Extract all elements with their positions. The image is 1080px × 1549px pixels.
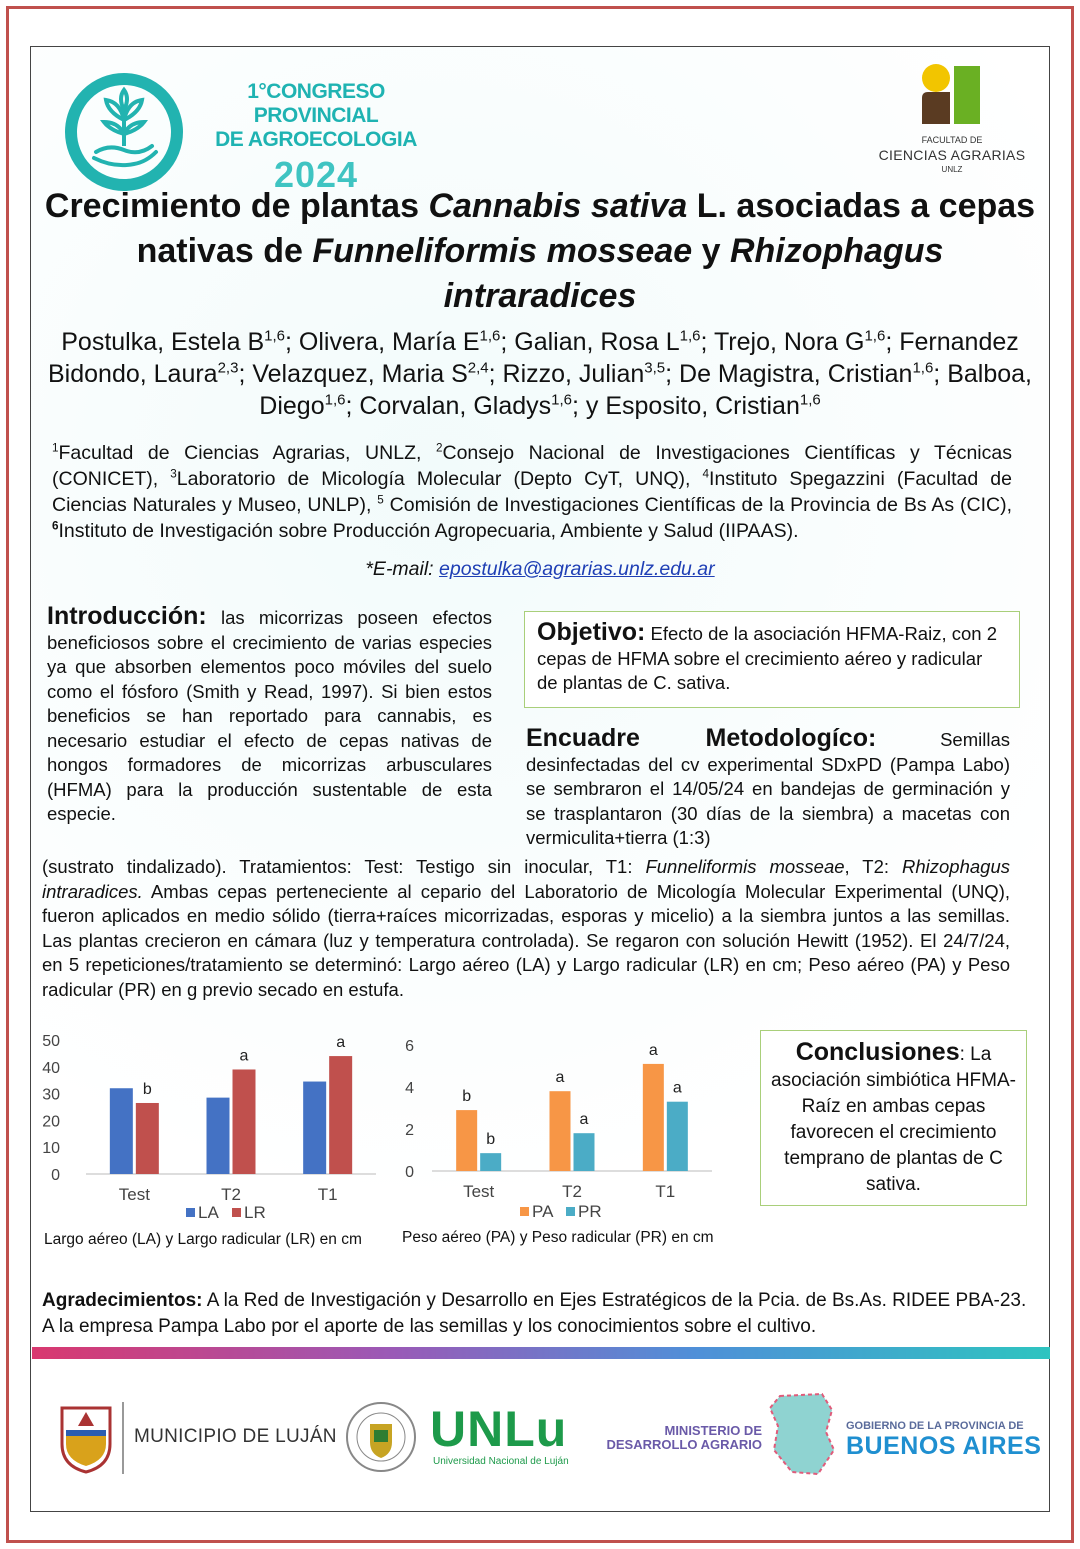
author-name: Corvalan, Gladys xyxy=(359,392,552,420)
footer-divider xyxy=(122,1402,124,1474)
affiliation-text: Consejo Nacional de Investigaciones Científicas y Técnicas (CONICET), xyxy=(52,442,1012,490)
color-divider-stripe xyxy=(32,1347,1050,1359)
affiliation-text: Comisión de Investigaciones Científicas de la Provincia de Bs As (CIC), xyxy=(383,494,1012,516)
faculty-logo-univ: UNLZ xyxy=(941,165,963,174)
unlu-seal-icon xyxy=(344,1400,418,1474)
y-tick-label: 20 xyxy=(42,1113,60,1131)
significance-letter: a xyxy=(239,1047,249,1065)
faculty-logo-small: FACULTAD DE xyxy=(921,135,983,145)
congress-year: 2024 xyxy=(273,154,359,195)
conclusions-box xyxy=(760,1030,1027,1206)
ministerio-line1: MINISTERIO DE xyxy=(664,1423,762,1438)
author-name: Rizzo, Julian xyxy=(502,360,645,388)
ministerio-line2: DESARROLLO AGRARIO xyxy=(606,1437,762,1452)
methods-section-top xyxy=(526,726,1010,851)
lujan-shield-icon xyxy=(56,1400,116,1476)
methods-heading: Encuadre Metodologíco: xyxy=(526,724,877,752)
author-affiliation-sup: 3,5 xyxy=(644,359,666,377)
bar-lr xyxy=(329,1056,352,1174)
methods-text-top: Semillas desinfectadas del cv experimental SDxPD (Pampa Labo) se sembraron el 14/05/24 en bandejas de germinación y se trasplantaron (30 días de la siembra) a macetas con vermiculita+tierra (1:3) xyxy=(526,729,1010,848)
affiliation-number: 4 xyxy=(702,467,710,481)
objective-heading: Objetivo: xyxy=(537,618,646,646)
affiliation-number: 1 xyxy=(52,441,59,455)
email-label: *E-mail: xyxy=(365,558,440,580)
author-affiliation-sup: 1,6 xyxy=(679,327,701,345)
bar-la xyxy=(303,1082,326,1174)
significance-letter: a xyxy=(555,1069,565,1087)
weight-bar-chart xyxy=(396,1028,726,1228)
y-tick-label: 0 xyxy=(405,1164,414,1181)
gobierno-label: GOBIERNO DE LA PROVINCIA DE xyxy=(846,1420,1024,1432)
author-affiliation-sup: 1,6 xyxy=(479,327,501,345)
acknowledgements xyxy=(42,1288,1032,1340)
author-affiliation-sup: 1,6 xyxy=(324,391,346,409)
legend-swatch-pr xyxy=(566,1207,575,1216)
introduction-text: las micorrizas poseen efectos beneficiosos sobre el crecimiento de varias especies ya que absorben elementos poco móviles del suelo como el fósforo (Smith y Read, 1997). Si bien estos beneficios se han reportado para cannabis, es necesario estudiar el efecto de cepas nativas de hongos formadores de micorrizas arbusculares (HFMA) para la producción sustentable de esta especie. xyxy=(47,607,492,824)
author-affiliation-sup: 1,6 xyxy=(551,391,572,409)
ministerio-logo xyxy=(600,1424,762,1452)
buenos-aires-map-icon xyxy=(766,1390,838,1480)
affiliation-number: 3 xyxy=(170,467,177,481)
author-affiliation-sup: 1,6 xyxy=(264,327,285,345)
legend-label-lr: LR xyxy=(244,1203,266,1222)
affiliation-text: Laboratorio de Micología Molecular (Depto CyT, UNQ), xyxy=(176,468,703,490)
legend-swatch-pa xyxy=(520,1207,529,1216)
bar-la xyxy=(207,1098,230,1174)
legend-swatch-lr xyxy=(232,1208,241,1217)
affiliation-number: 2 xyxy=(435,441,443,455)
x-category-label: T2 xyxy=(562,1182,582,1201)
weight-chart-caption: Peso aéreo (PA) y Peso radicular (PR) en cm xyxy=(402,1229,714,1246)
title-species1: Cannabis sativa xyxy=(428,187,688,225)
author-affiliation-sup: 1,6 xyxy=(799,391,821,409)
poster-title xyxy=(40,184,1040,319)
x-category-label: Test xyxy=(118,1185,150,1204)
y-tick-label: 0 xyxy=(51,1167,60,1184)
bar-lr xyxy=(136,1103,159,1174)
unlu-subtitle: Universidad Nacional de Luján xyxy=(433,1456,569,1467)
methods-section-bottom xyxy=(42,855,1010,1002)
faculty-logo-icon xyxy=(872,62,1032,132)
bar-la xyxy=(110,1088,133,1174)
affiliation-text: Instituto Spegazzini (Facultad de Ciencias Naturales y Museo, UNLP), xyxy=(52,468,1012,516)
title-species3: Rhizophagus intraradices xyxy=(443,232,944,315)
congress-logo-icon xyxy=(64,72,184,192)
methods-species2: Rhizophagus intraradices. xyxy=(42,856,1010,902)
author-affiliation-sup: 2,3 xyxy=(217,359,239,377)
legend-label-la: LA xyxy=(198,1203,219,1222)
affiliation-list xyxy=(52,440,1012,544)
bar-pr xyxy=(667,1102,688,1171)
municipio-lujan-label: MUNICIPIO DE LUJÁN xyxy=(134,1426,337,1447)
affiliation-text: Instituto de Investigación sobre Producción Agropecuaria, Ambiente y Salud (IIPAAS). xyxy=(58,520,799,542)
bar-pa xyxy=(550,1091,571,1171)
significance-letter: a xyxy=(336,1034,346,1052)
legend-label-pa: PA xyxy=(532,1202,554,1221)
bar-pr xyxy=(574,1133,595,1171)
y-tick-label: 2 xyxy=(405,1122,414,1139)
affiliation-text: Facultad de Ciencias Agrarias, UNLZ, xyxy=(58,442,436,464)
congress-line1: 1°CONGRESO PROVINCIAL xyxy=(247,80,385,127)
author-affiliation-sup: 1,6 xyxy=(864,327,886,345)
author-name: y Esposito, Cristian xyxy=(585,392,800,420)
author-list: Postulka, Estela B$^{1,6}$; Olivera, María E$^{1,6}$; Galian, Rosa L$^{1,6}$; Trejo, Nora G$^{1,6}$; Fernandez Bidondo, Laura$^{2,3}$; Velazquez, Maria S$^{2,4}$; Rizzo, Julian$^{3,5}$; De Magistra, Cristian$^{1,6}$; Balboa, Diego$^{1,6}$; Corvalan, Gladys$^{1,6}$; y Esposito, Cristian$^{1,6}$ xyxy=(48,327,1032,420)
introduction-section xyxy=(47,604,492,827)
conclusions-text: : La asociación simbiótica HFMA-Raíz en ambas cepas favorecen el crecimiento temprano de plantas de C sativa. xyxy=(771,1044,1016,1195)
bar-pr xyxy=(480,1153,501,1171)
title-part3: y xyxy=(692,232,730,270)
faculty-logo xyxy=(872,62,1032,174)
length-bar-chart xyxy=(36,1028,386,1228)
author-name: Postulka, Estela B xyxy=(61,328,265,356)
methods-species1: Funneliformis mosseae xyxy=(645,856,845,877)
affiliation-number: 5 xyxy=(377,493,384,507)
x-category-label: T1 xyxy=(655,1182,676,1201)
title-part2: L. asociadas a cepas nativas de xyxy=(136,187,1036,270)
y-tick-label: 6 xyxy=(405,1038,414,1055)
author-name: Velazquez, Maria S xyxy=(252,360,468,388)
affiliation-number: 6 xyxy=(52,519,59,533)
y-tick-label: 30 xyxy=(42,1086,60,1104)
objective-text: Efecto de la asociación HFMA-Raiz, con 2 cepas de HFMA sobre el crecimiento aéreo y radicular de plantas de C. sativa. xyxy=(537,623,997,693)
author-name: Balboa, Diego xyxy=(259,360,1032,420)
title-part1: Crecimiento de plantas xyxy=(44,187,429,225)
author-affiliation-sup: 2,4 xyxy=(467,359,489,377)
significance-letter: a xyxy=(648,1041,658,1059)
author-name: Trejo, Nora G xyxy=(713,328,865,356)
author-name: Fernandez Bidondo, Laura xyxy=(48,328,1019,388)
significance-letter: b xyxy=(462,1088,472,1106)
x-category-label: T1 xyxy=(317,1185,338,1204)
objective-box xyxy=(524,611,1020,708)
y-tick-label: 40 xyxy=(42,1059,60,1077)
introduction-heading: Introducción: xyxy=(47,602,207,630)
congress-name xyxy=(186,80,446,196)
author-name: Galian, Rosa L xyxy=(514,328,680,356)
faculty-logo-name: CIENCIAS AGRARIAS xyxy=(878,147,1026,163)
methods-text-b3: Ambas cepas perteneciente al cepario del Laboratorio de Micología Molecular Experimental (UNQ), fueron aplicados en medio sólido (tierra+raíces micorrizadas, esporas y micelio) a la siembra juntos a las semillas. Las plantas crecieron en cámara (luz y temperatura controlada). Se regaron con solución Hewitt (1952). El 24/7/24, en 5 repeticiones/tratamiento se determinó: Largo aéreo (LA) y Largo radicular (LR) en cm; Peso aéreo (PA) y Peso radicular (PR) en g previo secado en estufa. xyxy=(42,880,1010,1000)
contact-email xyxy=(40,558,1040,581)
y-tick-label: 4 xyxy=(405,1080,414,1097)
methods-text-b1: (sustrato tindalizado). Tratamientos: Test: Testigo sin inocular, T1: xyxy=(42,856,646,877)
significance-letter: b xyxy=(486,1131,496,1149)
author-name: De Magistra, Cristian xyxy=(679,360,913,388)
acknowledgements-text: A la Red de Investigación y Desarrollo en Ejes Estratégicos de la Pcia. de Bs.As. RIDEE PBA-23. A la empresa Pampa Labo por el aporte de las semillas y los conocimientos sobre el cultivo. xyxy=(42,1290,1027,1337)
conclusions-heading: Conclusiones xyxy=(795,1038,960,1066)
buenos-aires-label: BUENOS AIRES xyxy=(846,1432,1042,1460)
x-category-label: Test xyxy=(463,1182,495,1201)
unlu-logo-text: UNLu xyxy=(430,1401,568,1457)
legend-label-pr: PR xyxy=(578,1202,602,1221)
bar-pa xyxy=(456,1110,477,1171)
y-tick-label: 10 xyxy=(42,1140,60,1158)
significance-letter: a xyxy=(579,1111,589,1129)
bar-lr xyxy=(233,1069,256,1174)
author-name: Olivera, María E xyxy=(298,328,480,356)
legend-swatch-la xyxy=(186,1208,195,1217)
methods-text-b2: , T2: xyxy=(844,856,902,877)
length-chart-caption: Largo aéreo (LA) y Largo radicular (LR) en cm xyxy=(44,1231,362,1248)
significance-letter: a xyxy=(672,1079,682,1097)
email-link[interactable]: epostulka@agrarias.unlz.edu.ar xyxy=(439,558,715,580)
acknowledgements-heading: Agradecimientos: xyxy=(42,1290,203,1311)
congress-line2: DE AGROECOLOGIA xyxy=(215,128,417,151)
bar-pa xyxy=(643,1064,664,1171)
y-tick-label: 50 xyxy=(42,1033,60,1050)
author-affiliation-sup: 1,6 xyxy=(912,359,934,377)
title-species2: Funneliformis mosseae xyxy=(312,232,693,270)
significance-letter: b xyxy=(142,1080,152,1098)
x-category-label: T2 xyxy=(221,1185,241,1204)
